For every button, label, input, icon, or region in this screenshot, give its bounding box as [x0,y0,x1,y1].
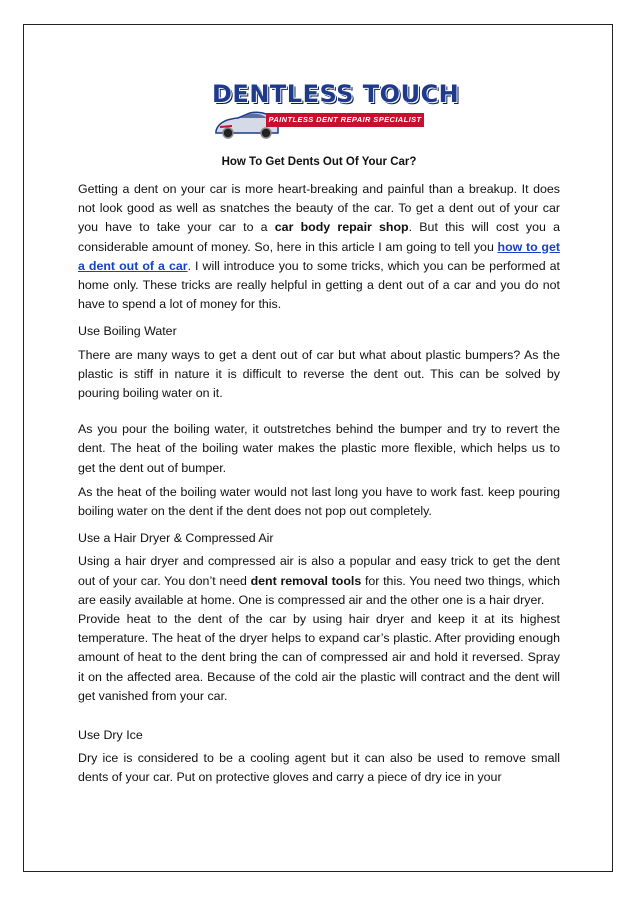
logo-wordmark: DENTLESS TOUCH [212,80,460,108]
car-body-repair-shop-text: car body repair shop [274,220,409,235]
hair-dryer-text-1: Using a hair dryer and compressed air is also a popular and easy trick to get the dent out of your car. You don’t need [78,554,560,588]
section-heading-hair-dryer: Use a Hair Dryer & Compressed Air [78,531,274,546]
intro-text-2: . But this will cost you a considerable amount of money. So, here in this article I am going to tell you [78,220,560,254]
logo-tagline: PAINTLESS DENT REPAIR SPECIALIST [266,113,424,127]
section-heading-dry-ice: Use Dry Ice [78,728,143,743]
boiling-water-paragraph-2: As you pour the boiling water, it outstretches behind the bumper and try to revert the dent. The heat of the boiling water makes the plastic more flexible, which helps us to get the dent out of bumper. [78,422,560,475]
article-title: How To Get Dents Out Of Your Car? [221,156,417,168]
intro-paragraph [78,180,560,314]
boiling-water-paragraph-3: As the heat of the boiling water would not last long you have to work fast. keep pouring boiling water on the dent if the dent does not pop out completely. [78,484,560,519]
intro-text-3: . I will introduce you to some tricks, which you can be performed at home only. These tricks are really helpful in getting a dent out of a car and you do not have to spend a lot of money for this. [78,258,561,312]
dry-ice-paragraph-1: Dry ice is considered to be a cooling agent but it can also be used to remove small dents of your car. Put on protective gloves and carry a piece of dry ice in your [78,751,560,785]
article-body [78,153,560,788]
dent-removal-tools-text: dent removal tools [250,573,362,588]
dentless-touch-logo [212,79,460,141]
section-heading-boiling-water: Use Boiling Water [78,324,177,339]
hair-dryer-paragraph-1 [78,552,560,610]
intro-text-1: Getting a dent on your car is more heart-breaking and painful than a breakup. It does not look good as well as snatches the beauty of the car. To get a dent out of your car you have to take your car to a [78,182,560,235]
hair-dryer-paragraph-2: Provide heat to the dent of the car by using hair dryer and keep it at its highest temperature. The heat of the dryer helps to expand car’s plastic. After providing enough amount of heat to the dent bring the can of compressed air and hold it reversed. Spray it on the affected area. Because of the cold air the plastic will contract and the dent will get vanished from your car. [78,612,560,703]
hair-dryer-text-2: for this. You need two things, which are easily available at home. One is compressed air and the other one is a hair dryer. [78,573,560,607]
how-to-get-dent-out-link[interactable]: how to get a dent out of a car [78,239,560,273]
boiling-water-paragraph-1: There are many ways to get a dent out of car but what about plastic bumpers? As the plastic is stiff in nature it is difficult to reverse the dent out. This can be solved by pouring boiling water on it. [78,347,560,401]
